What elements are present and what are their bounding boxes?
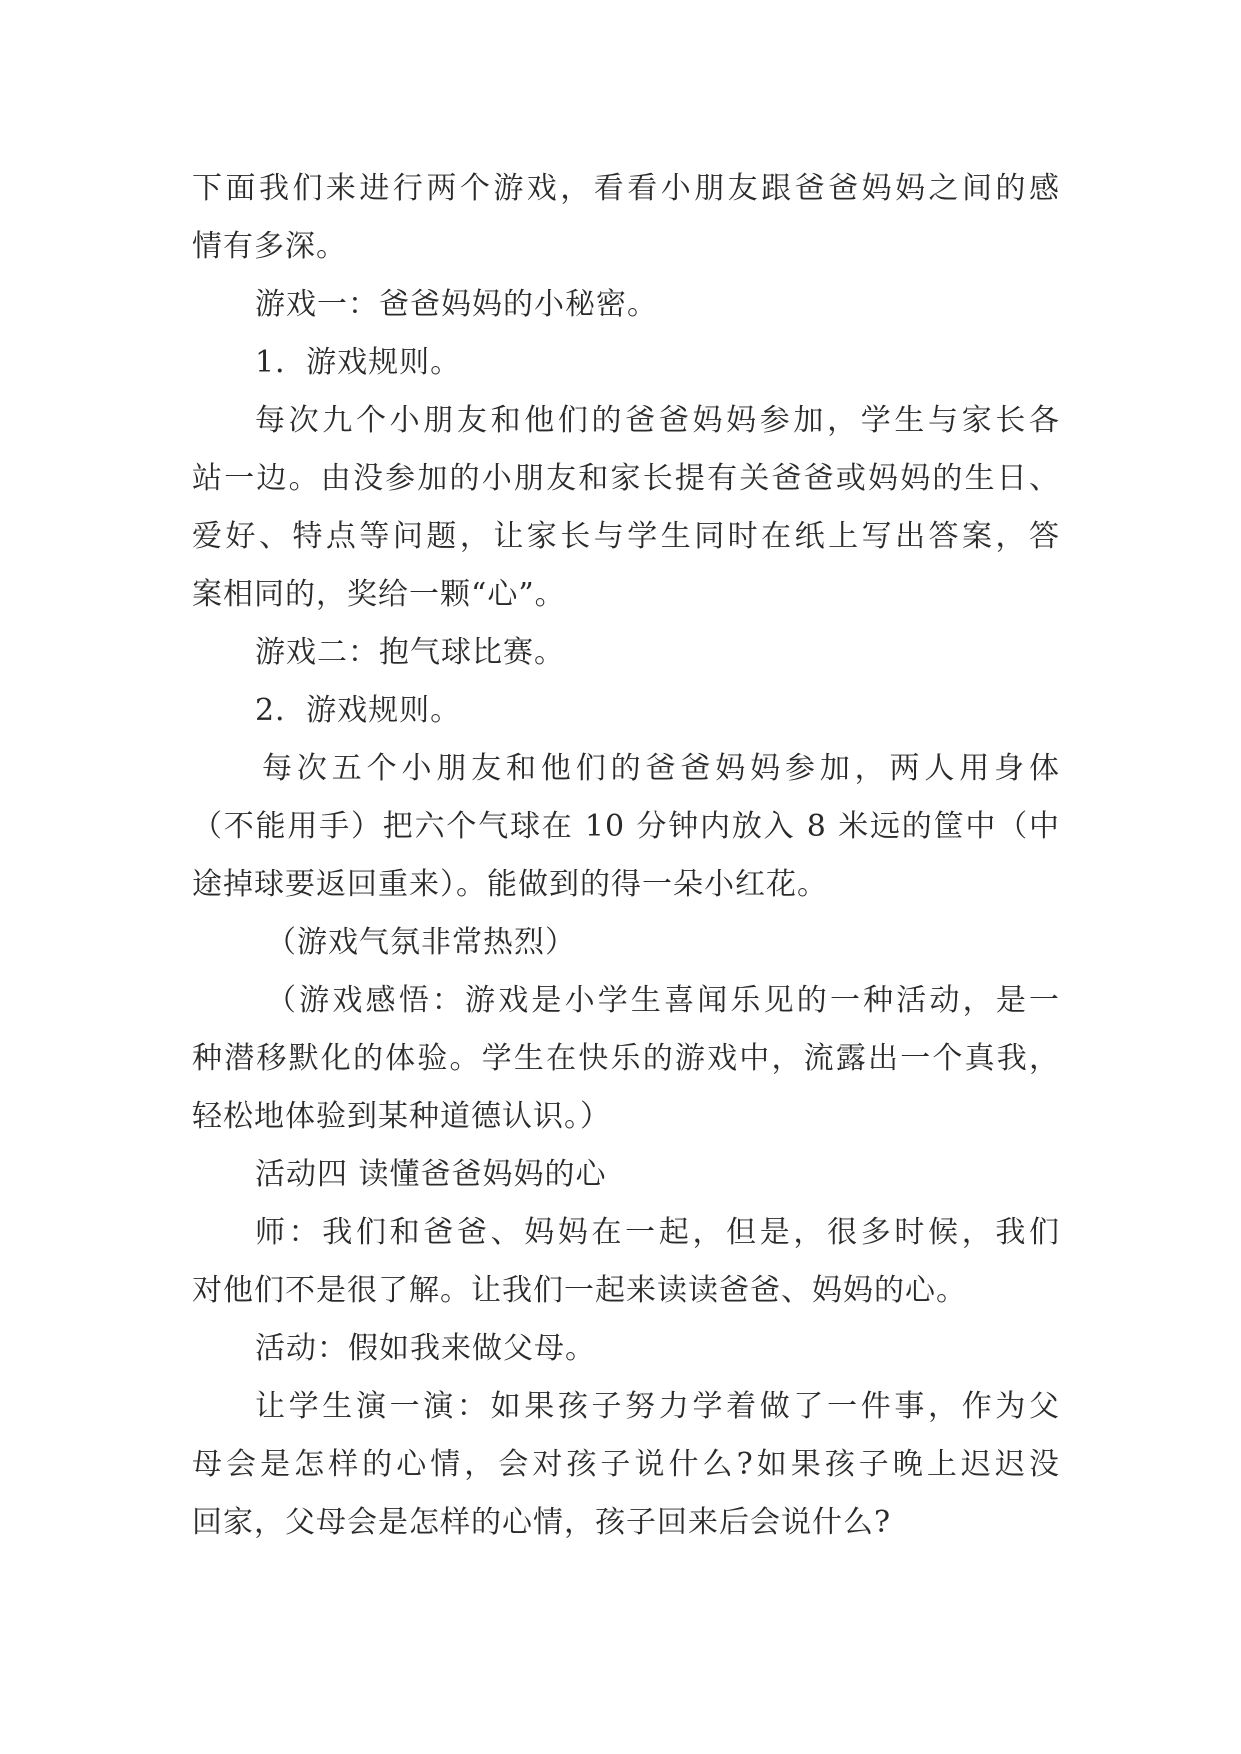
game-one-rules-line-4: 案相同的，奖给一颗“心”。 — [192, 577, 566, 612]
game-atmosphere-note: （游戏气氛非常热烈） — [266, 925, 576, 960]
game-two-rules-line-3: 途掉球要返回重来）。能做到的得一朵小红花。 — [192, 867, 828, 902]
game-one-rules-line-1: 每次九个小朋友和他们的爸爸妈妈参加，学生与家长各 — [255, 403, 1060, 438]
paragraph-intro-line-2: 情有多深。 — [192, 229, 347, 264]
game-one-title: 游戏一：爸爸妈妈的小秘密。 — [255, 287, 658, 322]
document-body — [192, 160, 1060, 1552]
paragraph-intro-line-1: 下面我们来进行两个游戏，看看小朋友跟爸爸妈妈之间的感 — [192, 171, 1060, 206]
game-reflection-line-2: 种潜移默化的体验。学生在快乐的游戏中，流露出一个真我， — [192, 1041, 1060, 1076]
role-play-line-2: 母会是怎样的心情，会对孩子说什么?如果孩子晚上迟迟没 — [192, 1447, 1060, 1482]
game-one-rules-line-2: 站一边。由没参加的小朋友和家长提有关爸爸或妈妈的生日、 — [192, 461, 1060, 496]
game-two-title: 游戏二：抱气球比赛。 — [255, 635, 565, 670]
role-play-line-1: 让学生演一演：如果孩子努力学着做了一件事，作为父 — [255, 1389, 1060, 1424]
game-reflection-line-3: 轻松地体验到某种道德认识。） — [192, 1099, 611, 1134]
role-play-line-3: 回家，父母会是怎样的心情，孩子回来后会说什么? — [192, 1505, 892, 1540]
activity-role-play-title: 活动：假如我来做父母。 — [255, 1331, 596, 1366]
game-one-rules-line-3: 爱好、特点等问题，让家长与学生同时在纸上写出答案，答 — [192, 519, 1060, 554]
teacher-speech-line-2: 对他们不是很了解。让我们一起来读读爸爸、妈妈的心。 — [192, 1273, 967, 1308]
game-reflection-line-1: （游戏感悟：游戏是小学生喜闻乐见的一种活动，是一 — [266, 983, 1060, 1018]
game-two-rules-line-2: （不能用手）把六个气球在 10 分钟内放入 8 米远的筐中（中 — [192, 809, 1060, 844]
game-two-rules-line-1: 每次五个小朋友和他们的爸爸妈妈参加，两人用身体 — [262, 751, 1060, 786]
teacher-speech-line-1: 师：我们和爸爸、妈妈在一起，但是，很多时候，我们 — [255, 1215, 1060, 1250]
game-one-rules-heading: 1．游戏规则。 — [255, 345, 462, 380]
activity-four-title: 活动四 读懂爸爸妈妈的心 — [255, 1157, 607, 1192]
game-two-rules-heading: 2．游戏规则。 — [255, 693, 462, 728]
